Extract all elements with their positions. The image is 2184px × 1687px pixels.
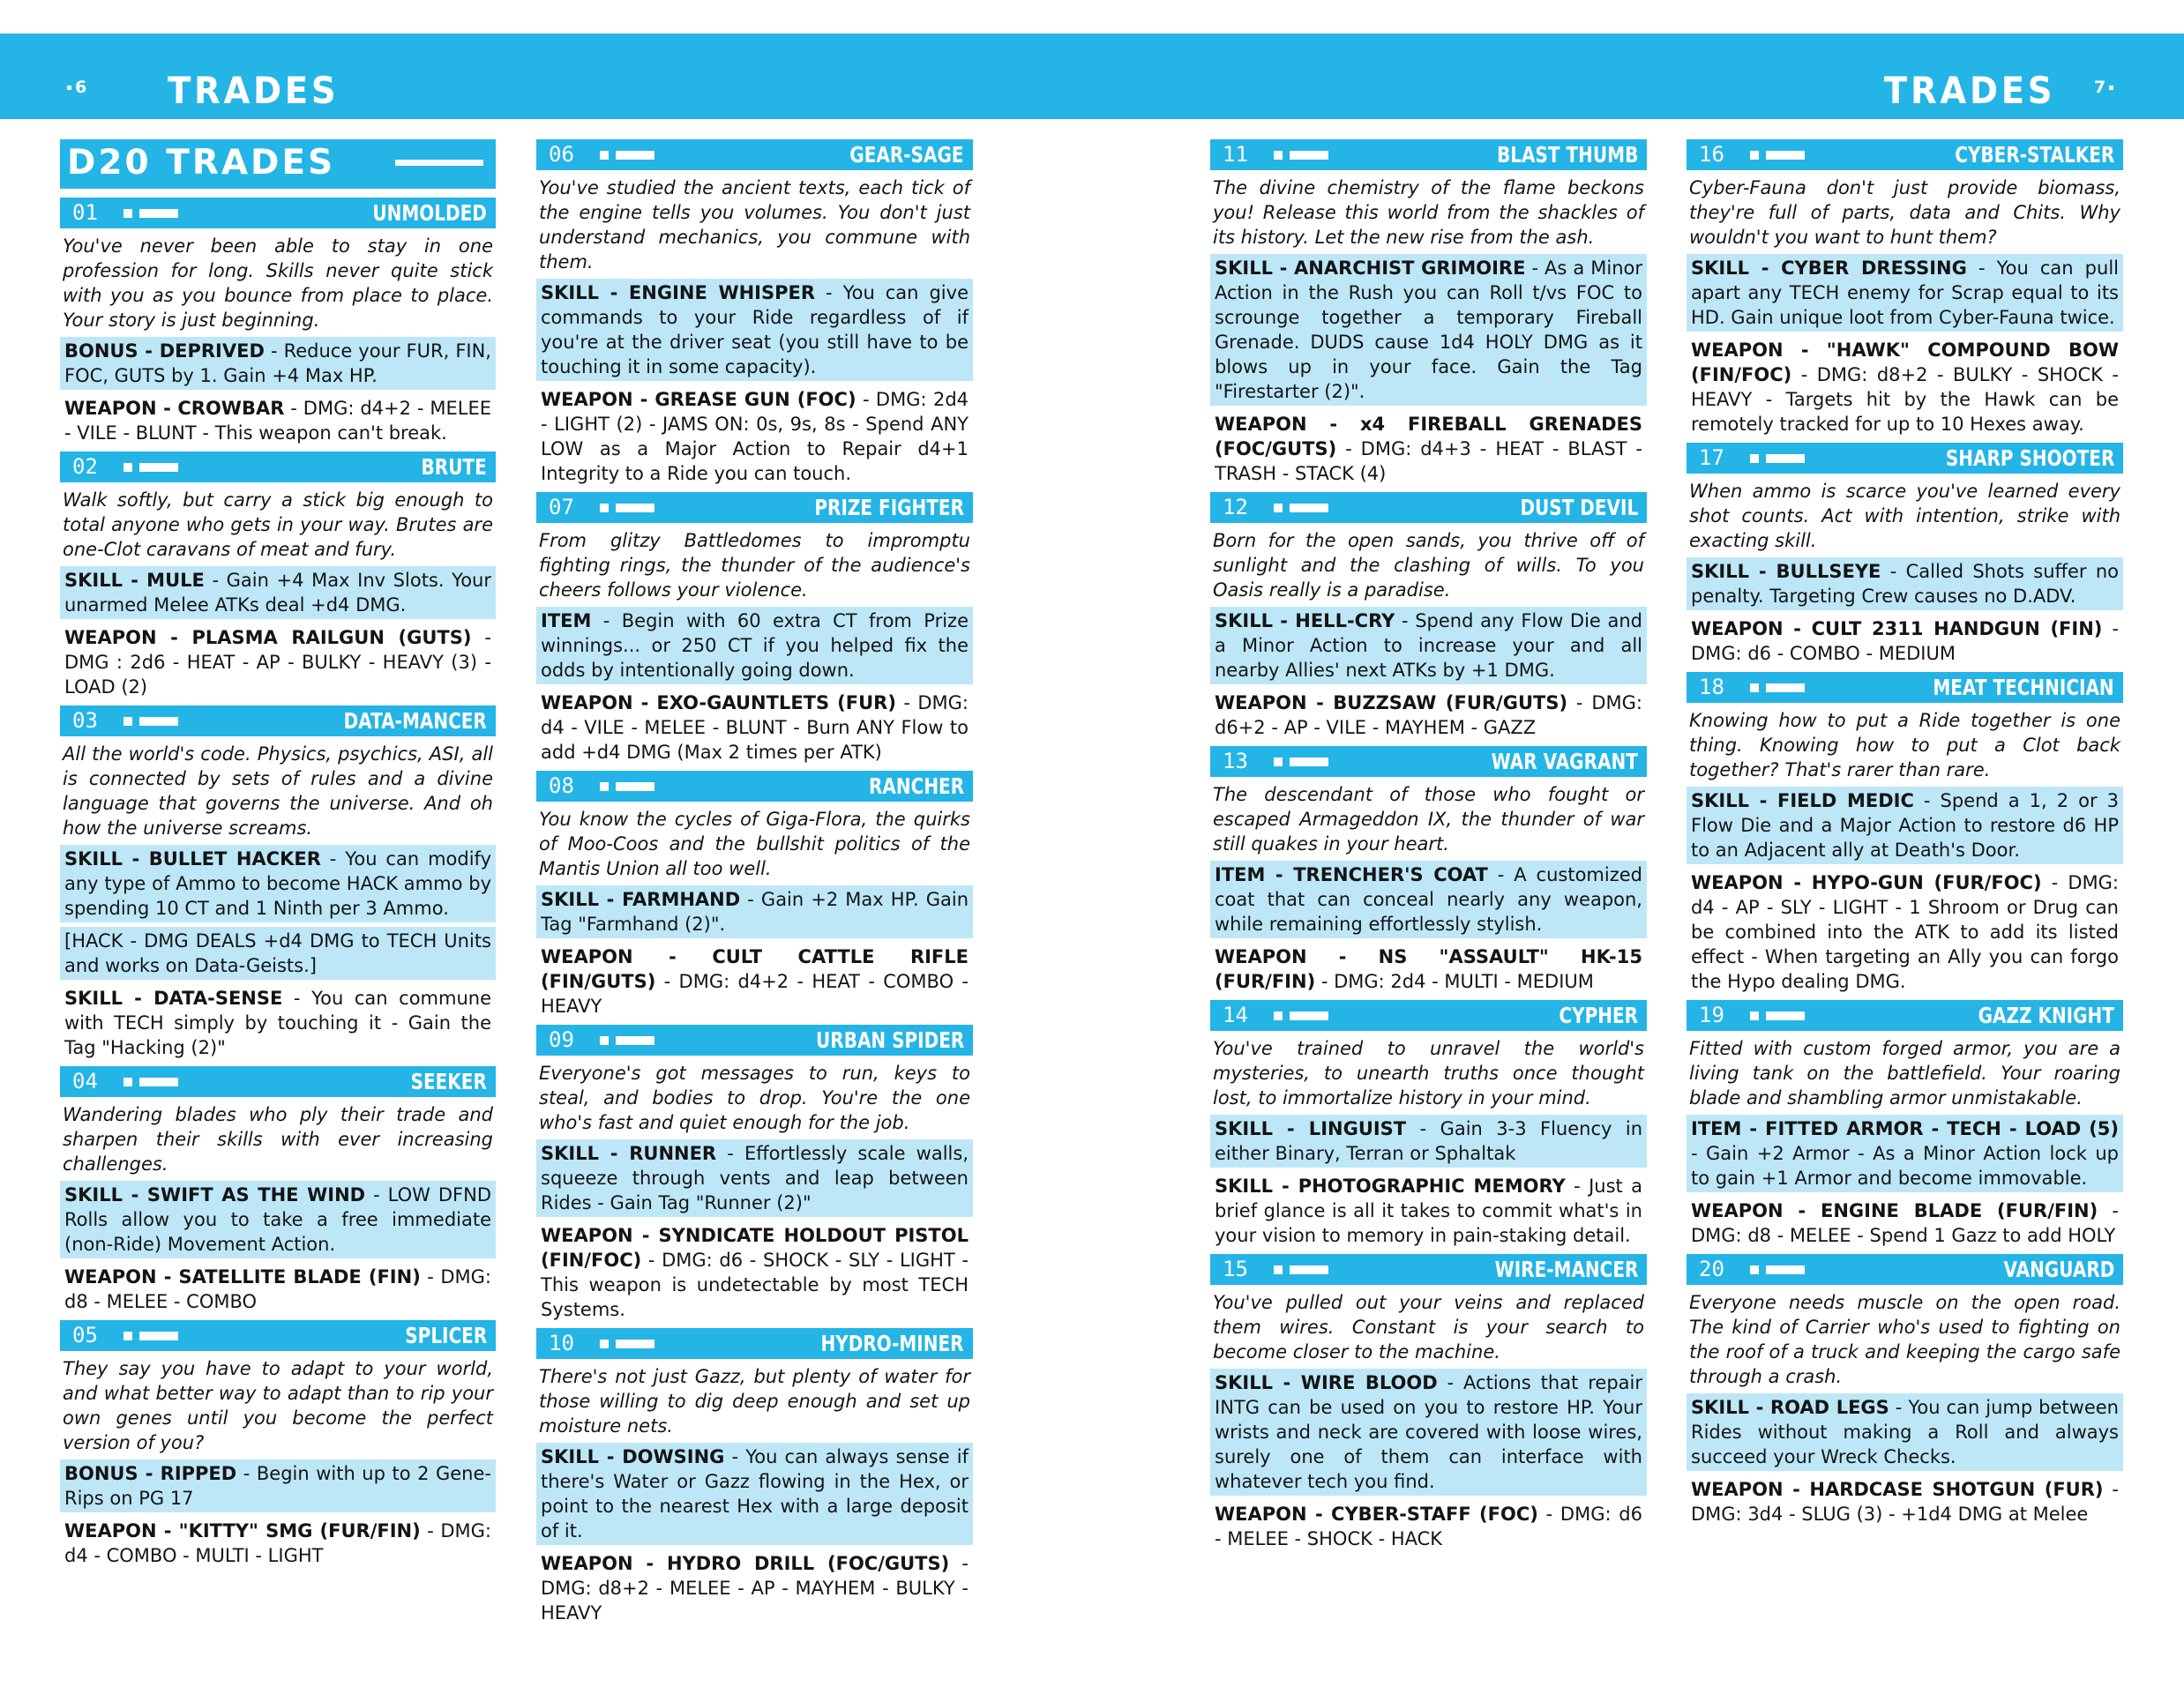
trade-skill-box	[1210, 1369, 1647, 1496]
trade-description: Wandering blades who ply their trade and sharpen their skills with ever increasing challenges.	[63, 1104, 493, 1175]
entry-text: - DMG: d8+2 - MELEE - AP - MAYHEM - BULKY - HEAVY	[541, 1553, 969, 1624]
trade-skill-box	[1210, 607, 1647, 684]
header-square-decoration	[600, 782, 609, 791]
entry-label: ITEM - TRENCHER'S COAT	[1215, 864, 1488, 885]
entry-label: SKILL - HELL-CRY	[1215, 610, 1395, 631]
header-bar-decoration	[616, 1340, 654, 1348]
trade-name: RANCHER	[868, 773, 964, 799]
trade-name: WIRE-MANCER	[1494, 1257, 1638, 1282]
entry-text: - You can pull apart any TECH enemy for Scrap equal to its HD. Gain unique loot from Cyber-Fauna twice.	[1691, 258, 2119, 328]
entry-text: - DMG: d6+2 - AP - VILE - MAYHEM - GAZZ	[1215, 692, 1642, 738]
trade-header	[1687, 1000, 2123, 1031]
trade-skill-box	[536, 607, 973, 684]
entry-text: - DMG: d4 - AP - SLY - LIGHT - 1 Shroom or Drug can be combined into the ATK to add its listed effect - When targeting an Ally you can forgo the Hypo dealing DMG.	[1691, 872, 2119, 992]
header-bar-decoration	[139, 463, 178, 472]
entry-label: WEAPON - CULT 2311 HANDGUN (FIN)	[1691, 618, 2103, 639]
entry-label: SKILL - BULLSEYE	[1691, 561, 1881, 582]
trade-entry	[1210, 492, 1647, 742]
entry-label: SKILL - DOWSING	[541, 1446, 725, 1467]
right-page-number: 7	[2094, 79, 2117, 96]
trade-skill-box	[60, 1181, 496, 1258]
trade-weapon-line	[60, 394, 496, 447]
trade-header	[1210, 492, 1647, 523]
trade-header	[536, 139, 973, 170]
trade-weapon-line	[1210, 410, 1647, 488]
trade-number: 12	[1223, 495, 1248, 519]
header-bar-decoration	[616, 151, 654, 160]
entry-label: WEAPON - HARDCASE SHOTGUN (FUR)	[1691, 1479, 2104, 1500]
trade-header	[1687, 139, 2123, 170]
entry-text: - You can always sense if there's Water or Gazz flowing in the Hex, or point to the nearest Hex with a large deposit of it.	[541, 1446, 969, 1541]
left-page-title: TRADES	[168, 69, 340, 112]
entry-text: - LOW DFND Rolls allow you to take a free immediate (non-Ride) Movement Action.	[64, 1184, 491, 1255]
trade-skill-box	[1210, 1115, 1647, 1168]
entry-text: - DMG: d4 - VILE - MELEE - BLUNT - Burn ANY Flow to add +d4 DMG (Max 2 times per ATK)	[541, 692, 969, 763]
trade-header	[1687, 672, 2123, 703]
header-bar-decoration	[1766, 454, 1805, 463]
trade-description: There's not just Gazz, but plenty of water for those willing to dig deep enough and set up moisture nets.	[539, 1366, 970, 1437]
trade-name: GAZZ KNIGHT	[1978, 1003, 2114, 1028]
header-bar-decoration	[139, 1332, 178, 1340]
trade-name: DUST DEVIL	[1520, 495, 1638, 520]
header-bar-decoration	[616, 782, 654, 791]
trade-header	[536, 1328, 973, 1359]
entry-text: - DMG: d4+2 - MELEE - VILE - BLUNT - This weapon can't break.	[64, 398, 491, 444]
trade-entry	[1210, 1000, 1647, 1250]
column-3	[1210, 139, 1647, 1557]
trade-entry	[1687, 1254, 2123, 1528]
entry-label: SKILL - FARMHAND	[541, 889, 741, 910]
entry-label: WEAPON - CULT CATTLE RIFLE (FIN/GUTS)	[541, 946, 969, 992]
header-square-decoration	[1274, 1265, 1283, 1274]
trade-name: SHARP SHOOTER	[1945, 445, 2114, 471]
column-4	[1687, 139, 2123, 1533]
entry-text: - Actions that repair INTG can be used on you to restore HP. Your wrists and neck are covered with loose wires, surely one of them can interface with whatever tech you find.	[1215, 1372, 1642, 1492]
header-bar-decoration	[1766, 683, 1805, 692]
entry-text: - DMG: 2d4 - LIGHT (2) - JAMS ON: 0s, 9s, 8s - Spend ANY LOW as a Major Action to Repair d4+1 Integrity to a Ride you can touch.	[541, 389, 969, 484]
trade-header	[1687, 443, 2123, 474]
trade-skill-box	[1687, 1393, 2123, 1471]
header-bar-decoration	[1290, 1011, 1328, 1020]
trade-description: They say you have to adapt to your world, and what better way to adapt than to rip your own genes until you become the perfect version of you?	[63, 1358, 493, 1453]
entry-label: SKILL - BULLET HACKER	[64, 848, 321, 870]
trade-entry	[60, 1066, 496, 1316]
entry-text: - You can commune with TECH simply by touching it - Gain the Tag "Hacking (2)"	[64, 988, 492, 1058]
trade-header	[1687, 1254, 2123, 1285]
trade-weapon-line	[536, 689, 973, 766]
entry-label: WEAPON - NS "ASSAULT" HK-15 (FUR/FIN)	[1215, 946, 1642, 992]
trade-description: You've pulled out your veins and replaced them wires. Constant is your search to become closer to the machine.	[1213, 1292, 1644, 1362]
trade-entry	[60, 198, 496, 447]
header-bar-decoration	[1290, 151, 1328, 160]
trade-description: You know the cycles of Giga-Flora, the quirks of Moo-Coos and the bullshit politics of the Mantis Union all too well.	[539, 809, 970, 879]
entry-text: - DMG: d4+3 - HEAT - BLAST - TRASH - STACK (4)	[1215, 438, 1642, 484]
entry-label: WEAPON - HYDRO DRILL (FOC/GUTS)	[541, 1553, 950, 1574]
header-square-decoration	[1274, 151, 1283, 160]
trade-name: HYDRO-MINER	[820, 1331, 964, 1356]
trade-skill-box	[60, 337, 496, 390]
trade-skill-box	[1687, 557, 2123, 610]
trade-weapon-line	[536, 1549, 973, 1627]
entry-label: SKILL - ANARCHIST GRIMOIRE	[1215, 258, 1526, 279]
entry-text: - Begin with up to 2 Gene-Rips on PG 17	[64, 1463, 491, 1509]
trade-weapon-line	[1687, 615, 2123, 668]
trade-description: Everyone needs muscle on the open road. The kind of Carrier who's used to fighting on the roof of a truck and keeping the cargo safe through a crash.	[1689, 1292, 2120, 1387]
trade-number: 05	[72, 1323, 98, 1347]
trade-skill-box	[536, 1443, 973, 1545]
header-bar-decoration	[139, 717, 178, 726]
trade-description: Everyone's got messages to run, keys to steal, and bodies to drop. You're the one who's fast and quiet enough for the job.	[539, 1063, 970, 1133]
header-square-decoration	[1750, 683, 1759, 692]
header-bar-decoration	[1766, 1011, 1805, 1020]
entry-label: ITEM	[541, 610, 592, 631]
trade-number: 09	[549, 1027, 574, 1052]
entry-text: - Begin with 60 extra CT from Prize winnings... or 250 CT if you helped fix the odds by intentionally going down.	[541, 610, 969, 681]
title-bar-decoration	[395, 160, 483, 166]
trade-description: Cyber-Fauna don't just provide biomass, they're full of parts, data and Chits. Why wouldn't you want to hunt them?	[1689, 177, 2120, 248]
entry-text: - Called Shots suffer no penalty. Targeting Crew causes no D.ADV.	[1691, 561, 2120, 607]
header-square-decoration	[1750, 1265, 1759, 1274]
header-square-decoration	[600, 504, 609, 512]
entry-label: WEAPON - CROWBAR	[64, 398, 285, 419]
entry-text: [HACK - DMG DEALS +d4 DMG to TECH Units and works on Data-Geists.]	[64, 930, 491, 976]
trade-header	[1210, 1000, 1647, 1031]
trade-number: 07	[549, 495, 574, 519]
header-square-decoration	[123, 1078, 132, 1086]
trade-weapon-line	[60, 1517, 496, 1570]
entry-text: - DMG: d6 - COMBO - MEDIUM	[1691, 618, 2119, 664]
trade-entry	[1687, 672, 2123, 996]
trade-entry	[1210, 746, 1647, 996]
section-title-text: D20 TRADES	[67, 143, 336, 183]
entry-label: SKILL - SWIFT AS THE WIND	[64, 1184, 366, 1206]
entry-text: - Gain 3-3 Fluency in either Binary, Terran or Sphaltak	[1215, 1118, 1642, 1164]
entry-label: WEAPON - GREASE GUN (FOC)	[541, 389, 856, 410]
entry-text: - A customized coat that can conceal nearly any weapon, while remaining effortlessly stylish.	[1215, 864, 1642, 935]
entry-label: SKILL - PHOTOGRAPHIC MEMORY	[1215, 1176, 1566, 1197]
trade-weapon-line	[1210, 1172, 1647, 1250]
entry-text: - DMG: d6 - MELEE - SHOCK - HACK	[1215, 1504, 1642, 1549]
trade-number: 02	[72, 454, 98, 479]
trade-weapon-line	[1687, 1197, 2123, 1250]
entry-text: - DMG: 3d4 - SLUG (3) - +1d4 DMG at Melee	[1691, 1479, 2119, 1525]
trade-weapon-line	[60, 623, 496, 701]
trade-header	[60, 452, 496, 482]
trade-name: DATA-MANCER	[343, 708, 487, 734]
trade-number: 11	[1223, 142, 1248, 167]
trade-number: 08	[549, 773, 574, 798]
trade-number: 18	[1699, 675, 1724, 699]
trade-name: GEAR-SAGE	[849, 142, 964, 168]
entry-text: - Gain +2 Armor - As a Minor Action lock up to gain +1 Armor and become immovable.	[1691, 1143, 2119, 1189]
trade-skill-box	[536, 279, 973, 381]
trade-header	[536, 1025, 973, 1056]
trade-header	[1210, 139, 1647, 170]
trade-skill-box	[536, 1139, 973, 1217]
trade-name: CYBER-STALKER	[1954, 142, 2114, 168]
header-square-decoration	[123, 209, 132, 218]
header-square-decoration	[1750, 1011, 1759, 1020]
trade-weapon-line	[60, 984, 496, 1062]
trade-number: 10	[549, 1331, 574, 1355]
trade-header	[1210, 1254, 1647, 1285]
trade-entry	[1687, 443, 2123, 668]
trade-number: 17	[1699, 445, 1724, 470]
header-square-decoration	[123, 463, 132, 472]
trade-description: Born for the open sands, you thrive off of sunlight and the clashing of wills. To you Oasis really is a paradise.	[1213, 530, 1644, 601]
entry-text: - Effortlessly scale walls, squeeze through vents and leap between Rides - Gain Tag "Runner (2)"	[541, 1143, 969, 1213]
header-bar-decoration	[616, 504, 654, 512]
entry-text: - DMG : 2d6 - HEAT - AP - BULKY - HEAVY (3) - LOAD (2)	[64, 627, 491, 698]
column-1	[60, 139, 496, 1574]
entry-text: - DMG: d8 - MELEE - COMBO	[64, 1266, 491, 1312]
trade-entry	[536, 492, 973, 766]
entry-label: SKILL - DATA-SENSE	[64, 988, 283, 1009]
trade-skill-box	[1687, 1115, 2123, 1192]
trade-weapon-line	[536, 385, 973, 488]
trade-entry	[536, 1328, 973, 1627]
trade-name: BLAST THUMB	[1496, 142, 1638, 168]
trade-description: From glitzy Battledomes to impromptu fighting rings, the thunder of the audience's cheers follows your violence.	[539, 530, 970, 601]
trade-description: Fitted with custom forged armor, you are a living tank on the battlefield. Your roaring blade and shambling armor unmistakable.	[1689, 1038, 2120, 1108]
trade-weapon-line	[536, 943, 973, 1020]
header-square-decoration	[123, 717, 132, 726]
trade-header	[536, 771, 973, 802]
trade-entry	[1687, 1000, 2123, 1250]
entry-text: - You can jump between Rides without making a Roll and always succeed your Wreck Checks.	[1691, 1397, 2119, 1467]
entry-text: - DMG: d8 - MELEE - Spend 1 Gazz to add HOLY	[1691, 1200, 2119, 1246]
trade-number: 15	[1223, 1257, 1248, 1281]
trade-description: You've trained to unravel the world's mysteries, to unearth truths once thought lost, to immortalize history in your mind.	[1213, 1038, 1644, 1108]
header-square-decoration	[1274, 758, 1283, 766]
trade-entry	[536, 771, 973, 1020]
entry-label: SKILL - MULE	[64, 570, 205, 591]
entry-text: - You can modify any type of Ammo to become HACK ammo by spending 10 CT and 1 Ninth per 3 Ammo.	[64, 848, 491, 919]
entry-label: WEAPON - "KITTY" SMG (FUR/FIN)	[64, 1520, 421, 1541]
trade-entry	[536, 1025, 973, 1324]
header-square-decoration	[1750, 151, 1759, 160]
trade-number: 19	[1699, 1003, 1724, 1027]
trade-name: WAR VAGRANT	[1491, 749, 1638, 774]
trade-header	[60, 1320, 496, 1351]
header-bar-decoration	[1290, 758, 1328, 766]
entry-text: - DMG: d6 - SHOCK - SLY - LIGHT - This weapon is undetectable by most TECH Systems.	[541, 1250, 969, 1320]
entry-label: WEAPON - SYNDICATE HOLDOUT PISTOL (FIN/FOC)	[541, 1225, 969, 1271]
trade-entry	[1687, 139, 2123, 438]
trade-weapon-line	[1210, 1500, 1647, 1553]
trade-number: 03	[72, 708, 98, 733]
trade-skill-box	[536, 885, 973, 938]
entry-label: WEAPON - x4 FIREBALL GRENADES (FOC/GUTS)	[1215, 414, 1642, 459]
entry-label: SKILL - RUNNER	[541, 1143, 717, 1164]
entry-text: - DMG: d8+2 - BULKY - SHOCK - HEAVY - Targets hit by the Hawk can be remotely tracked for up to 10 Hexes away.	[1691, 364, 2119, 435]
trade-weapon-line	[1687, 1475, 2123, 1528]
trade-skill-box	[60, 845, 496, 922]
header-bar-decoration	[139, 209, 178, 218]
trade-entry	[60, 705, 496, 1062]
trade-description: You've studied the ancient texts, each tick of the engine tells you volumes. You don't just understand mechanics, you commune with them.	[539, 177, 970, 272]
trade-skill-box	[1687, 787, 2123, 864]
trade-weapon-line	[1210, 689, 1647, 742]
header-square-decoration	[600, 1036, 609, 1045]
entry-text: - Gain +2 Max HP. Gain Tag "Farmhand (2)".	[541, 889, 969, 935]
trade-name: UNMOLDED	[372, 200, 487, 226]
trade-skill-box	[1210, 254, 1647, 406]
trade-number: 16	[1699, 142, 1724, 167]
trade-skill-box	[1210, 861, 1647, 938]
trade-weapon-line	[1210, 943, 1647, 996]
entry-text: - Spend a 1, 2 or 3 Flow Die and a Major Action to restore d6 HP to an Adjacent ally at Death's Door.	[1691, 790, 2119, 861]
entry-text: - Gain +4 Max Inv Slots. Your unarmed Melee ATKs deal +d4 DMG.	[64, 570, 491, 616]
entry-label: SKILL - CYBER DRESSING	[1691, 258, 1967, 279]
trade-number: 04	[72, 1069, 98, 1094]
entry-label: WEAPON - SATELLITE BLADE (FIN)	[64, 1266, 421, 1288]
entry-text: - DMG: d4 - COMBO - MULTI - LIGHT	[64, 1520, 491, 1566]
header-bar-decoration	[1766, 151, 1805, 160]
entry-label: WEAPON - ENGINE BLADE (FUR/FIN)	[1691, 1200, 2098, 1221]
trade-description: The divine chemistry of the flame beckons you! Release this world from the shackles of its history. Let the new rise from the ash.	[1213, 177, 1644, 248]
header-bar-decoration	[1290, 1265, 1328, 1274]
trade-skill-box	[60, 566, 496, 619]
trade-skill-box	[60, 1459, 496, 1512]
trade-name: CYPHER	[1559, 1003, 1638, 1028]
trade-header	[60, 1066, 496, 1097]
entry-label: WEAPON - EXO-GAUNTLETS (FUR)	[541, 692, 896, 713]
trade-weapon-line	[1687, 869, 2123, 996]
column-2	[536, 139, 973, 1631]
header-square-decoration	[1274, 1011, 1283, 1020]
entry-label: SKILL - ROAD LEGS	[1691, 1397, 1889, 1418]
header-square-decoration	[123, 1332, 132, 1340]
trade-weapon-line	[536, 1221, 973, 1324]
entry-text: - Just a brief glance is all it takes to commit what's in your vision to memory in pain-staking detail.	[1215, 1176, 1642, 1246]
header-square-decoration	[1750, 454, 1759, 463]
header-bar-decoration	[616, 1036, 654, 1045]
trade-weapon-line	[60, 1263, 496, 1316]
entry-label: WEAPON - PLASMA RAILGUN (GUTS)	[64, 627, 472, 648]
entry-label: ITEM - FITTED ARMOR - TECH - LOAD (5)	[1691, 1118, 2119, 1139]
entry-label: BONUS - DEPRIVED	[64, 340, 265, 362]
entry-label: WEAPON - "HAWK" COMPOUND BOW (FIN/FOC)	[1691, 340, 2119, 385]
header-square-decoration	[600, 151, 609, 160]
trade-skill-box	[60, 927, 496, 980]
trade-entry	[1210, 139, 1647, 488]
right-page-title: TRADES	[1883, 69, 2055, 112]
section-title	[60, 139, 496, 189]
trade-description: Knowing how to put a Ride together is one thing. Knowing how to put a Clot back together? That's rarer than rare.	[1689, 710, 2120, 780]
header-bar-decoration	[1290, 504, 1328, 512]
trade-name: SPLICER	[405, 1323, 487, 1348]
trade-name: URBAN SPIDER	[815, 1027, 964, 1053]
trade-description: All the world's code. Physics, psychics, ASI, all is connected by sets of rules and a divine language that governs the universe. And oh how the universe screams.	[63, 743, 493, 839]
trade-skill-box	[1687, 254, 2123, 332]
entry-label: SKILL - ENGINE WHISPER	[541, 282, 816, 303]
entry-label: SKILL - WIRE BLOOD	[1215, 1372, 1438, 1393]
trade-description: You've never been able to stay in one profession for long. Skills never quite stick with you as you bounce from place to place. Your story is just beginning.	[63, 235, 493, 331]
trade-number: 01	[72, 200, 98, 225]
entry-label: SKILL - LINGUIST	[1215, 1118, 1407, 1139]
header-bar-decoration	[139, 1078, 178, 1086]
entry-label: SKILL - FIELD MEDIC	[1691, 790, 1914, 811]
entry-label: WEAPON - BUZZSAW (FUR/GUTS)	[1215, 692, 1568, 713]
trade-entry	[60, 452, 496, 701]
trade-number: 06	[549, 142, 574, 167]
entry-label: BONUS - RIPPED	[64, 1463, 237, 1484]
trade-header	[60, 705, 496, 736]
left-page-number: 6	[64, 79, 86, 96]
trade-name: VANGUARD	[2003, 1257, 2114, 1282]
entry-text: - Reduce your FUR, FIN, FOC, GUTS by 1. Gain +4 Max HP.	[64, 340, 491, 386]
trade-header	[60, 198, 496, 228]
trade-weapon-line	[1687, 336, 2123, 438]
header-square-decoration	[1274, 504, 1283, 512]
trade-description: When ammo is scarce you've learned every shot counts. Act with intention, strike with exacting skill.	[1689, 481, 2120, 551]
trade-number: 13	[1223, 749, 1248, 773]
trade-entry	[1210, 1254, 1647, 1553]
entry-text: - DMG: d4+2 - HEAT - COMBO - HEAVY	[541, 971, 969, 1017]
entry-text: - You can give commands to your Ride regardless of if you're at the driver seat (you still have to be touching it in some capacity).	[541, 282, 969, 377]
header-bar	[0, 34, 2184, 119]
trade-name: PRIZE FIGHTER	[814, 495, 964, 520]
trade-name: SEEKER	[410, 1069, 487, 1094]
trade-header	[536, 492, 973, 523]
trade-entry	[536, 139, 973, 488]
trade-name: BRUTE	[421, 454, 487, 480]
trade-name: MEAT TECHNICIAN	[1933, 675, 2114, 700]
trade-description: The descendant of those who fought or escaped Armageddon IX, the thunder of war still quakes in your heart.	[1213, 784, 1644, 855]
trade-entry	[60, 1320, 496, 1570]
entry-label: WEAPON - HYPO-GUN (FUR/FOC)	[1691, 872, 2042, 893]
entry-text: - Spend any Flow Die and a Minor Action to increase your and all nearby Allies' next ATKs by +1 DMG.	[1215, 610, 1642, 681]
header-bar-decoration	[1766, 1265, 1805, 1274]
entry-text: - DMG: 2d4 - MULTI - MEDIUM	[1315, 971, 1594, 992]
trade-header	[1210, 746, 1647, 777]
trade-number: 20	[1699, 1257, 1724, 1281]
header-square-decoration	[600, 1340, 609, 1348]
trade-number: 14	[1223, 1003, 1248, 1027]
entry-label: WEAPON - CYBER-STAFF (FOC)	[1215, 1504, 1538, 1525]
entry-text: - As a Minor Action in the Rush you can Roll t/vs FOC to scrounge together a temporary Fireball Grenade. DUDS cause 1d4 HOLY DMG as it blows up in your face. Gain the Tag "Firestarter (2)".	[1215, 258, 1643, 402]
trade-description: Walk softly, but carry a stick big enough to total anyone who gets in your way. Brutes are one-Clot caravans of meat and fury.	[63, 489, 493, 560]
